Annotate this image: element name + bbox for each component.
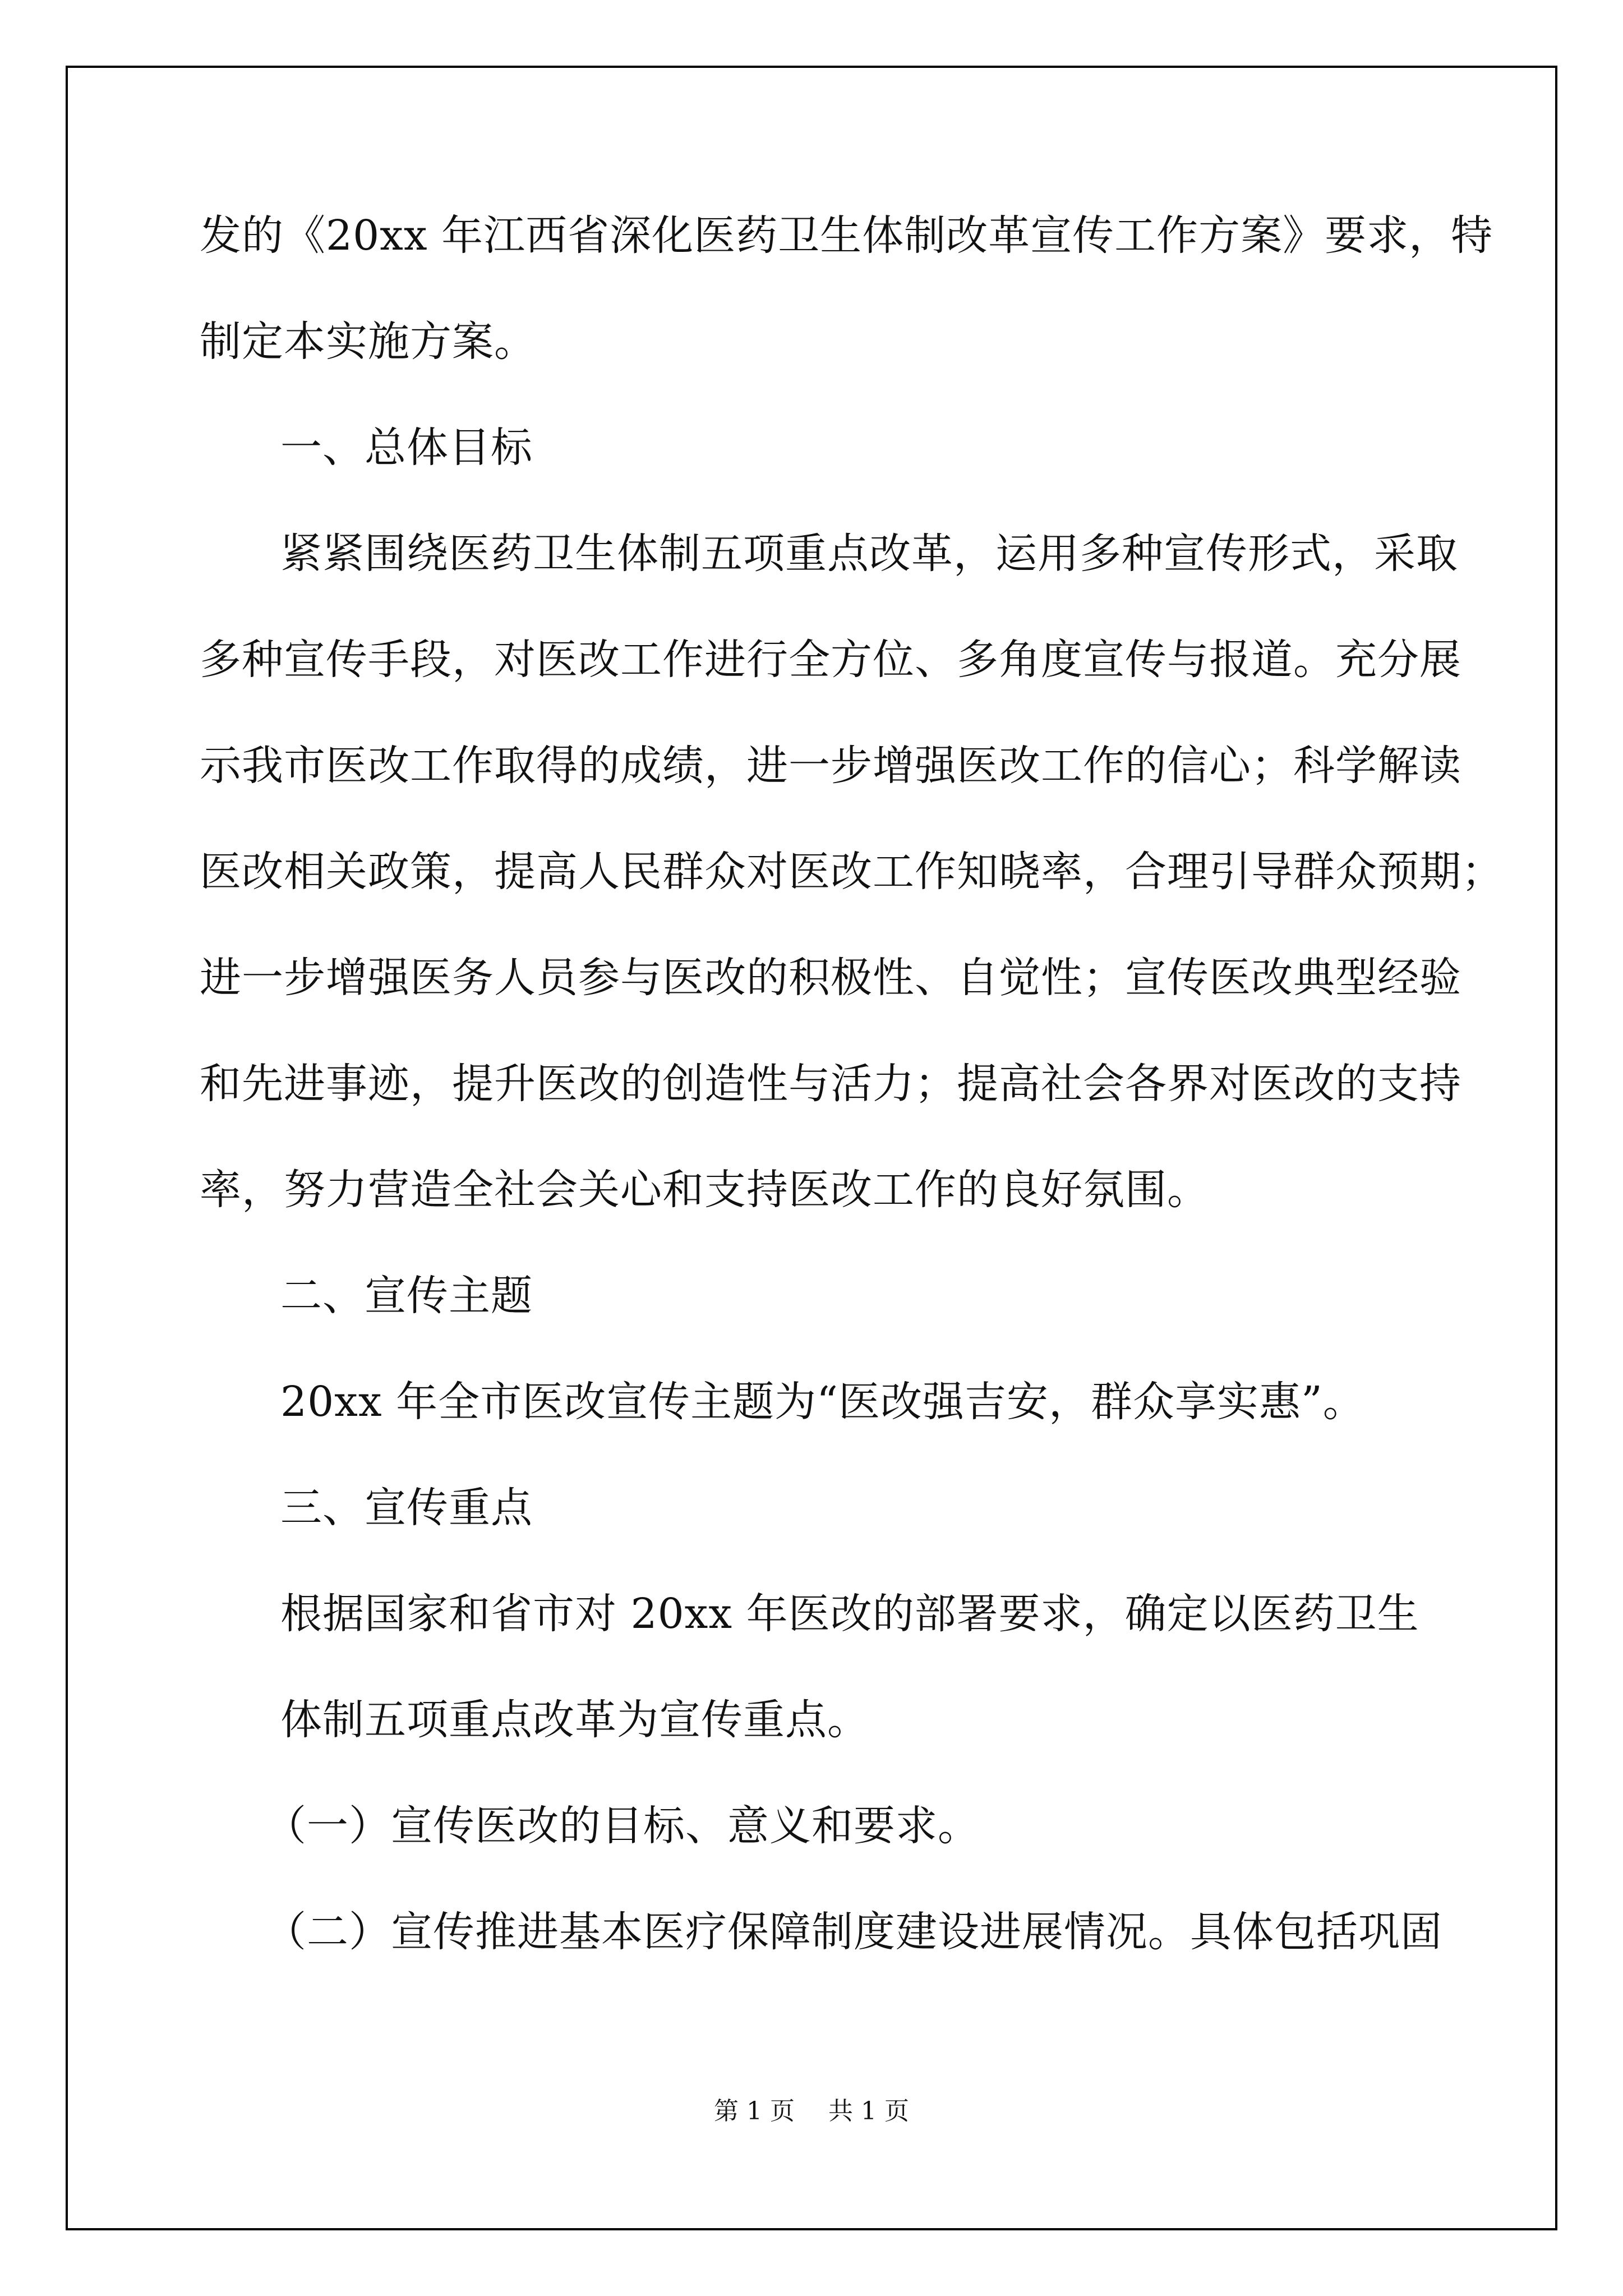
- list-item: （二）宣传推进基本医疗保障制度建设进展情况。具体包括巩固: [265, 1908, 1442, 1956]
- body-line: 20xx 年全市医改宣传主题为“医改强吉安，群众享实惠”。: [280, 1378, 1365, 1426]
- page-total: 共 1 页: [828, 2097, 909, 2125]
- body-line: 制定本实施方案。: [200, 318, 536, 366]
- body-line: 紧紧围绕医药卫生体制五项重点改革，运用多种宣传形式，采取: [280, 530, 1458, 578]
- body-line: 发的《20xx 年江西省深化医药卫生体制改革宣传工作方案》要求，特: [200, 211, 1493, 260]
- body-line: 和先进事迹，提升医改的创造性与活力；提高社会各界对医改的支持: [200, 1060, 1461, 1108]
- body-line: 多种宣传手段，对医改工作进行全方位、多角度宣传与报道。充分展: [200, 636, 1461, 684]
- page-number: 第 1 页: [714, 2097, 795, 2125]
- page-footer: [0, 2095, 1623, 2128]
- body-line: 医改相关政策，提高人民群众对医改工作知晓率，合理引导群众预期；: [200, 848, 1504, 896]
- body-line: 进一步增强医务人员参与医改的积极性、自觉性；宣传医改典型经验: [200, 954, 1461, 1002]
- body-line: 体制五项重点改革为宣传重点。: [280, 1696, 869, 1744]
- body-line: 根据国家和省市对 20xx 年医改的部署要求，确定以医药卫生: [280, 1590, 1419, 1638]
- body-line: 率，努力营造全社会关心和支持医改工作的良好氛围。: [200, 1166, 1209, 1214]
- section-heading: 一、总体目标: [280, 424, 533, 472]
- list-item: （一）宣传医改的目标、意义和要求。: [265, 1802, 980, 1850]
- section-heading: 三、宣传重点: [280, 1484, 533, 1532]
- body-line: 示我市医改工作取得的成绩，进一步增强医改工作的信心；科学解读: [200, 742, 1461, 790]
- section-heading: 二、宣传主题: [280, 1272, 533, 1320]
